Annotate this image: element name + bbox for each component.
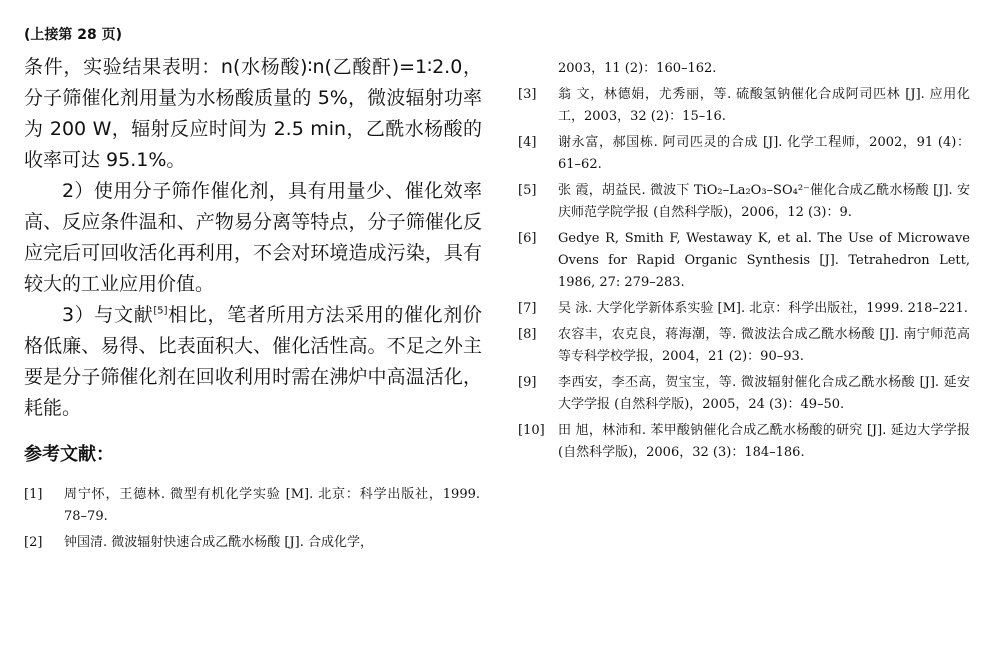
reference-text: 翁 文，林德娟，尤秀丽，等. 硫酸氢钠催化合成阿司匹林 [J]. 应用化工，2003，32 (2)：15–16. [558,87,970,124]
body-paragraph-2: 2）使用分子筛作催化剂，具有用量少、催化效率高、反应条件温和、产物易分离等特点，分子筛催化反应完后可回收活化再利用，不会对环境造成污染，具有较大的工业应用价值。 [24,180,482,295]
citation-superscript: [5] [153,305,168,317]
reference-continuation: 2003，11 (2)：160–162. [558,61,717,76]
reference-text: 田 旭，林沛和. 苯甲酸钠催化合成乙酰水杨酸的研究 [J]. 延边大学学报 (自然科学版)，2006，32 (3)：184–186. [558,423,970,460]
reference-text: 吴 泳. 大学化学新体系实验 [M]. 北京：科学出版社，1999. 218–221. [558,301,968,316]
reference-text: 谢永富，郝国栋. 阿司匹灵的合成 [J]. 化学工程师，2002，91 (4)：61–62. [558,135,970,172]
reference-text: 农容丰，农克良，蒋海潮，等. 微波法合成乙酰水杨酸 [J]. 南宁师范高等专科学校学报，2004，21 (2)：90–93. [558,327,970,364]
reference-number: [6] [518,231,537,246]
reference-item [518,132,970,176]
reference-item [518,180,970,224]
reference-number: [4] [518,135,537,150]
reference-number: [8] [518,327,537,342]
reference-item [518,228,970,294]
body-paragraph-3 [24,300,482,424]
references-heading: 参考文献： [24,444,114,465]
reference-number: [9] [518,375,537,390]
body-paragraph-1: 条件，实验结果表明：n(水杨酸)∶n(乙酸酐)=1∶2.0，分子筛催化剂用量为水杨酸质量的 5%，微波辐射功率为 200 W，辐射反应时间为 2.5 min，乙酰水杨酸的收率可达 95.1%。 [24,56,482,171]
reference-item [518,420,970,464]
reference-text: 李西安，李丕高，贺宝宝，等. 微波辐射催化合成乙酰水杨酸 [J]. 延安大学学报 (自然科学版)，2005，24 (3)：49–50. [558,375,970,412]
reference-list-left [24,484,480,558]
reference-text: 周宁怀，王德林. 微型有机化学实验 [M]. 北京：科学出版社，1999. 78–79. [64,487,480,524]
reference-item [518,324,970,368]
reference-number: [10] [518,423,545,438]
reference-list-right [518,58,970,468]
reference-number: [3] [518,87,537,102]
reference-item [518,372,970,416]
reference-number: [1] [24,487,43,502]
reference-item [24,484,480,528]
reference-number: [2] [24,535,43,550]
continuation-note: (上接第 28 页) [24,27,123,43]
reference-item [24,532,480,554]
reference-text: 钟国清. 微波辐射快速合成乙酰水杨酸 [J]. 合成化学， [64,535,374,550]
paragraph-3-start: 3）与文献 [62,304,154,326]
reference-text: Gedye R, Smith F, Westaway K, et al. The Use of Microwave Ovens for Rapid Organic Synthesis [J]. Tetrahedron Lett, 1986, 27: 279–283. [558,231,970,290]
reference-number: [5] [518,183,537,198]
reference-number: [7] [518,301,537,316]
left-column-body [24,52,482,424]
reference-item [518,298,970,320]
reference-item [518,84,970,128]
reference-text: 张 霞，胡益民. 微波下 TiO₂–La₂O₃–SO₄²⁻催化合成乙酰水杨酸 [J]. 安庆师范学院学报 (自然科学版)，2006，12 (3)：9. [558,183,970,220]
paragraph-3-end: 相比，笔者所用方法采用的催化剂价格低廉、易得、比表面积大、催化活性高。不足之外主要是分子筛催化剂在回收利用时需在沸炉中高温活化，耗能。 [24,304,482,419]
